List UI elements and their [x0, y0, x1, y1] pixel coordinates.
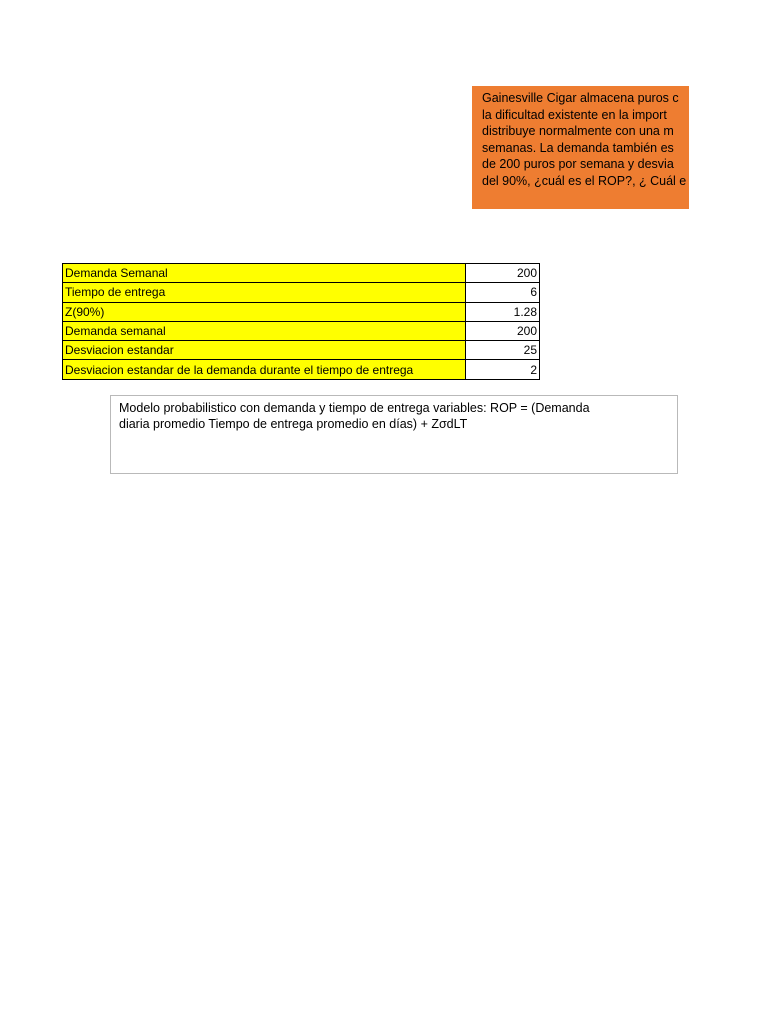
- note-line: la dificultad existente en la import: [482, 107, 667, 122]
- note-line: de 200 puros por semana y desvia: [482, 157, 674, 171]
- row-label: Tiempo de entrega: [63, 283, 466, 302]
- row-value: 6: [466, 283, 540, 302]
- formula-line: Modelo probabilistico con demanda y tiempo de entrega variables: ROP = (Demanda: [119, 401, 590, 415]
- row-value: 2: [466, 360, 540, 379]
- formula-line: diaria promedio Tiempo de entrega promedio en días) + ZσdLT: [119, 417, 468, 431]
- row-value: 25: [466, 341, 540, 360]
- row-label: Z(90%): [63, 302, 466, 321]
- note-line: distribuye normalmente con una m: [482, 124, 674, 138]
- table-row: [63, 283, 540, 302]
- problem-statement-note: [472, 86, 689, 209]
- table-row: [63, 341, 540, 360]
- row-label: Demanda Semanal: [63, 264, 466, 283]
- row-value: 200: [466, 321, 540, 340]
- parameters-table: [62, 263, 540, 380]
- table-row: [63, 360, 540, 379]
- note-line: Gainesville Cigar almacena puros c: [482, 91, 679, 105]
- table-row: [63, 302, 540, 321]
- row-value: 200: [466, 264, 540, 283]
- row-label: Desviacion estandar: [63, 341, 466, 360]
- note-line: del 90%, ¿cuál es el ROP?, ¿ Cuál e: [482, 173, 687, 188]
- row-value: 1.28: [466, 302, 540, 321]
- row-label: Demanda semanal: [63, 321, 466, 340]
- table-row: [63, 321, 540, 340]
- formula-text-box: [110, 395, 678, 474]
- table-row: [63, 264, 540, 283]
- row-label: Desviacion estandar de la demanda durante el tiempo de entrega: [63, 360, 466, 379]
- note-line: semanas. La demanda también es: [482, 140, 674, 155]
